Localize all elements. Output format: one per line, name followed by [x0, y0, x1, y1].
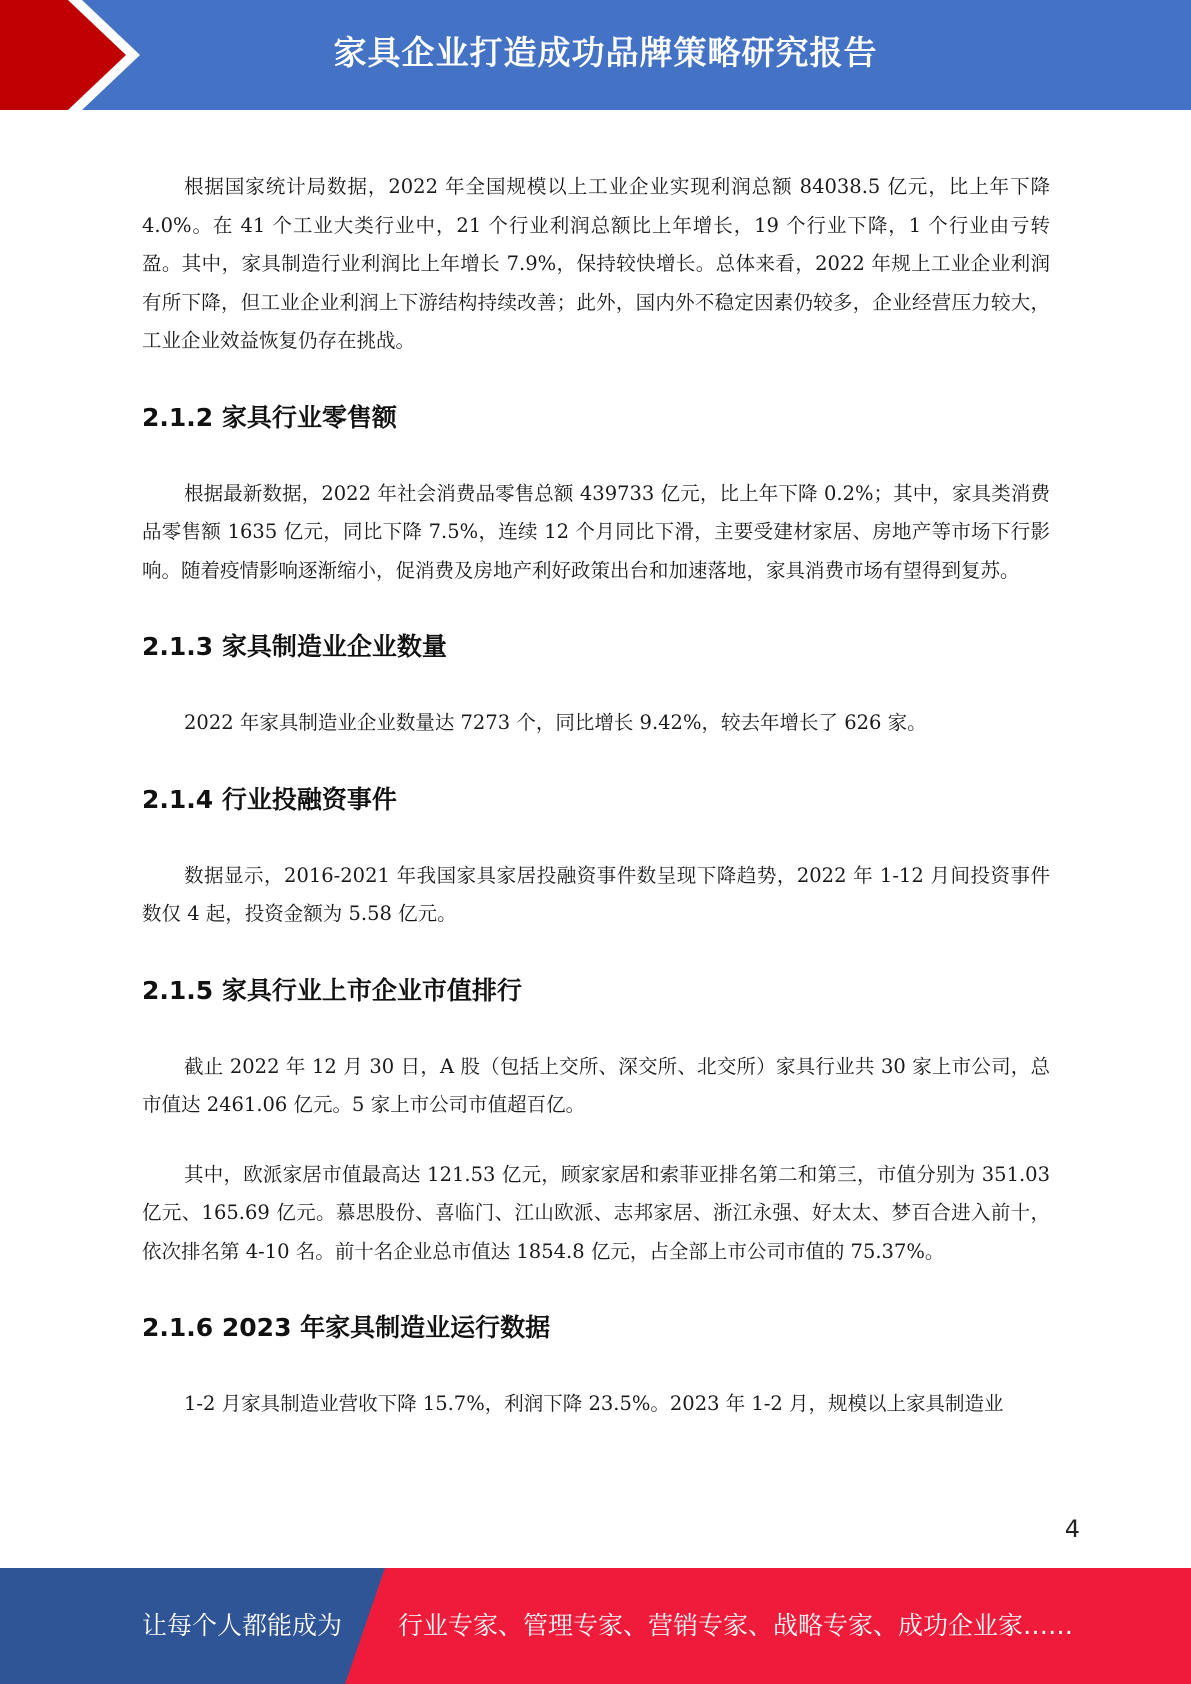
paragraph-retail: 根据最新数据，2022 年社会消费品零售总额 439733 亿元，比上年下降 0.2%；其中，家具类消费品零售额 1635 亿元，同比下降 7.5%，连续 12 个月同比下滑，主要受建材家居、房地产等市场下行影响。随着疫情影响逐渐缩小，促消费及房地产利好政策出台和加速落地，家具消费市场有望得到复苏。 [142, 481, 1050, 582]
paragraph-2023-data: 1-2 月家具制造业营收下降 15.7%，利润下降 23.5%。2023 年 1-2 月，规模以上家具制造业 [184, 1392, 1004, 1415]
page-header [0, 0, 1191, 110]
paragraph-profit: 根据国家统计局数据，2022 年全国规模以上工业企业实现利润总额 84038.5 亿元，比上年下降 4.0%。在 41 个工业大类行业中，21 个行业利润总额比上年增长，19 个行业下降，1 个行业由亏转盈。其中，家具制造行业利润比上年增长 7.9%，保持较快增长。总体来看，2022 年规上工业企业利润有所下降，但工业企业利润上下游结构持续改善；此外，国内外不稳定因素仍较多，企业经营压力较大，工业企业效益恢复仍存在挑战。 [142, 175, 1050, 352]
report-title: 家具企业打造成功品牌策略研究报告 [333, 33, 878, 72]
heading-2-1-2: 2.1.2 家具行业零售额 [142, 402, 397, 432]
footer-slogan-left: 让每个人都能成为 [142, 1611, 343, 1640]
document-body [142, 168, 1050, 1455]
page-number: 4 [1064, 1515, 1080, 1543]
heading-2-1-6: 2.1.6 2023 年家具制造业运行数据 [142, 1313, 551, 1342]
footer-slogan-right: 行业专家、管理专家、营销专家、战略专家、成功企业家…… [398, 1611, 1074, 1640]
page-footer [0, 1568, 1191, 1684]
paragraph-investment: 数据显示，2016-2021 年我国家具家居投融资事件数呈现下降趋势，2022 年 1-12 月间投资事件数仅 4 起，投资金额为 5.58 亿元。 [142, 863, 1050, 925]
paragraph-listed-companies: 截止 2022 年 12 月 30 日，A 股（包括上交所、深交所、北交所）家具行业共 30 家上市公司，总市值达 2461.06 亿元。5 家上市公司市值超百亿。 [142, 1054, 1050, 1116]
paragraph-enterprise-count: 2022 年家具制造业企业数量达 7273 个，同比增长 9.42%，较去年增长了 626 家。 [184, 711, 927, 734]
heading-2-1-5: 2.1.5 家具行业上市企业市值排行 [142, 975, 522, 1005]
heading-2-1-3: 2.1.3 家具制造业企业数量 [142, 632, 447, 661]
paragraph-market-value-ranking: 其中，欧派家居市值最高达 121.53 亿元，顾家家居和索菲亚排名第二和第三，市值分别为 351.03 亿元、165.69 亿元。慕思股份、喜临门、江山欧派、志邦家居、浙江永强、好太太、梦百合进入前十，依次排名第 4-10 名。前十名企业总市值达 1854.8 亿元，占全部上市公司市值的 75.37%。 [142, 1162, 1050, 1263]
heading-2-1-4: 2.1.4 行业投融资事件 [142, 784, 397, 814]
